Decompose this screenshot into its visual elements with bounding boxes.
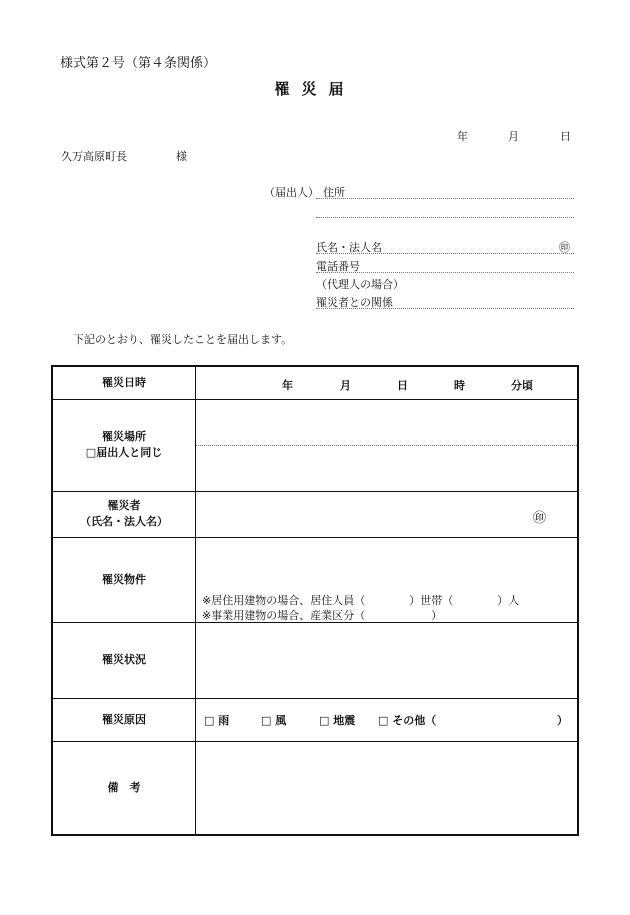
address-label: 住所	[323, 186, 345, 199]
datetime-label: 罹災日時	[52, 366, 196, 399]
row-victim	[52, 491, 578, 537]
honorific: 様	[176, 150, 187, 163]
situation-label: 罹災状況	[52, 622, 196, 698]
victim-value[interactable]	[196, 491, 579, 537]
dt-day: 日	[397, 379, 408, 392]
date-day-label: 日	[560, 130, 571, 143]
row-datetime	[52, 366, 578, 399]
cause-close-paren: ）	[557, 713, 568, 727]
property-label: 罹災物件	[52, 537, 196, 622]
dt-year: 年	[282, 379, 293, 392]
cause-label: 罹災原因	[52, 698, 196, 741]
name-line[interactable]	[316, 253, 574, 254]
cause-option-other[interactable]: □ その他（	[378, 713, 437, 727]
phone-line[interactable]	[316, 272, 574, 273]
date-year-label: 年	[457, 130, 468, 143]
dt-hour: 時	[454, 379, 465, 392]
form-title: 罹災届	[274, 80, 356, 98]
row-property	[52, 537, 578, 622]
cause-option-rain[interactable]: □ 雨	[204, 713, 230, 727]
row-situation	[52, 622, 578, 698]
address-line-2[interactable]	[316, 217, 574, 218]
phone-label: 電話番号	[316, 260, 360, 273]
place-value[interactable]	[196, 399, 579, 491]
dt-month: 月	[340, 379, 351, 392]
place-label-cell	[52, 399, 196, 491]
addressee: 久万高原町長	[61, 150, 127, 163]
disaster-table	[51, 365, 579, 836]
name-label: 氏名・法人名	[316, 241, 382, 254]
address-line-1[interactable]	[316, 198, 574, 199]
cause-value	[196, 698, 579, 741]
victim-label: 罹災者	[107, 499, 141, 512]
form-number: 様式第２号（第４条関係）	[60, 56, 217, 71]
residential-note: ※居住用建物の場合、居住人員（ ）世帯（ ）人	[202, 593, 520, 607]
property-value[interactable]	[196, 537, 579, 622]
row-remarks	[52, 741, 578, 835]
relation-line[interactable]	[316, 308, 574, 309]
remarks-value[interactable]	[196, 741, 579, 835]
cause-option-earthquake[interactable]: □ 地震	[319, 713, 356, 727]
business-note: ※事業用建物の場合、産業区分（ ）	[202, 608, 443, 622]
same-as-applicant-checkbox[interactable]: □届出人と同じ	[85, 446, 163, 459]
date-month-label: 月	[508, 130, 519, 143]
victim-seal: ㊞	[533, 510, 547, 526]
intro-text: 下記のとおり、罹災したことを届出します。	[73, 333, 293, 346]
cause-option-wind[interactable]: □ 風	[261, 713, 287, 727]
place-divider	[196, 445, 577, 446]
place-label: 罹災場所	[102, 430, 146, 443]
victim-label-cell	[52, 491, 196, 537]
datetime-value[interactable]	[196, 366, 579, 399]
situation-value[interactable]	[196, 622, 579, 698]
relation-label: 罹災者との関係	[316, 296, 393, 309]
dt-minute: 分頃	[511, 379, 533, 392]
victim-sublabel: （氏名・法人名）	[80, 515, 168, 528]
seal-mark: ㊞	[559, 241, 570, 254]
row-place	[52, 399, 578, 491]
remarks-label: 備 考	[52, 741, 196, 835]
applicant-label: （届出人）	[264, 186, 319, 199]
proxy-note: （代理人の場合）	[316, 278, 404, 291]
row-cause	[52, 698, 578, 741]
